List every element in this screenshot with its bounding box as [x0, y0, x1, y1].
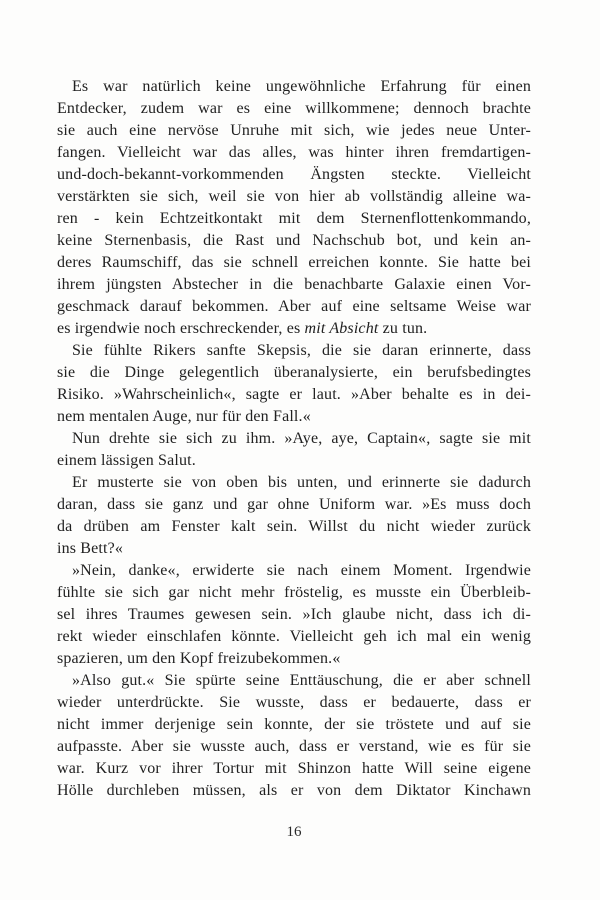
text-segment: Nun drehte sie sich zu ihm. »Aye, aye, Captain«, sagte sie mit: [72, 430, 531, 447]
text-segment: ren - kein Echtzeitkontakt mit dem Sternenflottenkommando,: [57, 210, 531, 227]
text-line: [57, 494, 531, 516]
text-line: [57, 208, 531, 230]
text-segment: wieder unterdrückte. Sie wusste, dass er bedauerte, dass er: [57, 694, 531, 711]
body-text: [57, 76, 531, 802]
text-segment: ihrem jüngsten Abstecher in die benachbarte Galaxie einen Vor-: [57, 276, 531, 293]
text-segment: ins Bett?«: [57, 540, 124, 557]
text-segment: rekt wieder einschlafen könnte. Vielleicht geh ich mal ein wenig: [57, 628, 531, 645]
text-line: [57, 516, 531, 538]
text-line: [57, 252, 531, 274]
text-line: [57, 736, 531, 758]
text-line: [57, 472, 531, 494]
text-segment: spazieren, um den Kopf freizubekommen.«: [57, 650, 341, 667]
text-segment: nicht immer derjenige sein konnte, der sie tröstete und auf sie: [57, 716, 531, 733]
text-line: [57, 714, 531, 736]
text-line: [57, 428, 531, 450]
text-line: [57, 362, 531, 384]
text-line: [57, 604, 531, 626]
text-line: [57, 384, 531, 406]
text-segment: Er musterte sie von oben bis unten, und erinnerte sie dadurch: [72, 474, 531, 491]
text-line: [57, 318, 531, 340]
text-segment: keine Sternenbasis, die Rast und Nachschub bot, und kein an-: [57, 232, 531, 249]
text-segment: sel ihres Traumes gewesen sein. »Ich glaube nicht, dass ich di-: [57, 606, 531, 623]
text-line: [57, 296, 531, 318]
text-segment: einem lässigen Salut.: [57, 452, 196, 469]
text-line: [57, 230, 531, 252]
text-segment: fangen. Vielleicht war das alles, was hinter ihren fremdartigen-: [57, 144, 531, 161]
text-segment: »Also gut.« Sie spürte seine Enttäuschung, die er aber schnell: [72, 672, 531, 689]
text-line: [57, 626, 531, 648]
text-segment: zu tun.: [378, 320, 428, 337]
text-segment: daran, dass sie ganz und gar ohne Uniform war. »Es muss doch: [57, 496, 531, 513]
text-segment: aufpasste. Aber sie wusste auch, dass er verstand, wie es für sie: [57, 738, 531, 755]
page-number: 16: [286, 824, 302, 840]
text-segment: Hölle durchleben müssen, als er von dem Diktator Kinchawn: [57, 782, 531, 799]
text-line: [57, 406, 531, 428]
text-segment: und-doch-bekannt-vorkommenden Ängsten steckte. Vielleicht: [57, 166, 531, 183]
text-line: [57, 274, 531, 296]
text-line: [57, 142, 531, 164]
text-segment: Sie fühlte Rikers sanfte Skepsis, die sie daran erinnerte, dass: [72, 342, 531, 359]
text-line: [57, 780, 531, 802]
text-segment: fühlte sie sich gar nicht mehr fröstelig, es musste ein Überbleib-: [57, 584, 531, 601]
text-segment: sie auch eine nervöse Unruhe mit sich, wie jedes neue Unter-: [57, 122, 531, 139]
text-line: [57, 186, 531, 208]
text-line: [57, 76, 531, 98]
text-segment: war. Kurz vor ihrer Tortur mit Shinzon hatte Will seine eigene: [57, 760, 531, 777]
text-segment: Entdecker, zudem war es eine willkommene; dennoch brachte: [57, 100, 531, 117]
text-line: [57, 450, 531, 472]
text-line: [57, 164, 531, 186]
text-line: [57, 120, 531, 142]
text-line: [57, 758, 531, 780]
text-segment: sie die Dinge gelegentlich überanalysierte, ein berufsbedingtes: [57, 364, 531, 381]
text-line: [57, 98, 531, 120]
text-segment: es irgendwie noch erschreckender, es: [57, 320, 305, 337]
text-line: [57, 340, 531, 362]
text-segment: verstärkten sie sich, weil sie von hier ab vollständig alleine wa-: [57, 188, 531, 205]
text-segment: »Nein, danke«, erwiderte sie nach einem Moment. Irgendwie: [72, 562, 531, 579]
text-line: [57, 670, 531, 692]
text-segment: deres Raumschiff, das sie schnell erreichen konnte. Sie hatte bei: [57, 254, 531, 271]
text-line: [57, 538, 531, 560]
text-segment: da drüben am Fenster kalt sein. Willst du nicht wieder zurück: [57, 518, 531, 535]
text-line: [57, 560, 531, 582]
text-line: [57, 648, 531, 670]
text-segment: Es war natürlich keine ungewöhnliche Erfahrung für einen: [72, 78, 531, 95]
emphasized-text: mit Absicht: [304, 320, 379, 337]
text-line: [57, 692, 531, 714]
text-segment: geschmack darauf bekommen. Aber auf eine seltsame Weise war: [57, 298, 531, 315]
text-line: [57, 582, 531, 604]
text-segment: Risiko. »Wahrscheinlich«, sagte er laut. »Aber behalte es in dei-: [57, 386, 531, 403]
text-segment: nem mentalen Auge, nur für den Fall.«: [57, 408, 311, 425]
